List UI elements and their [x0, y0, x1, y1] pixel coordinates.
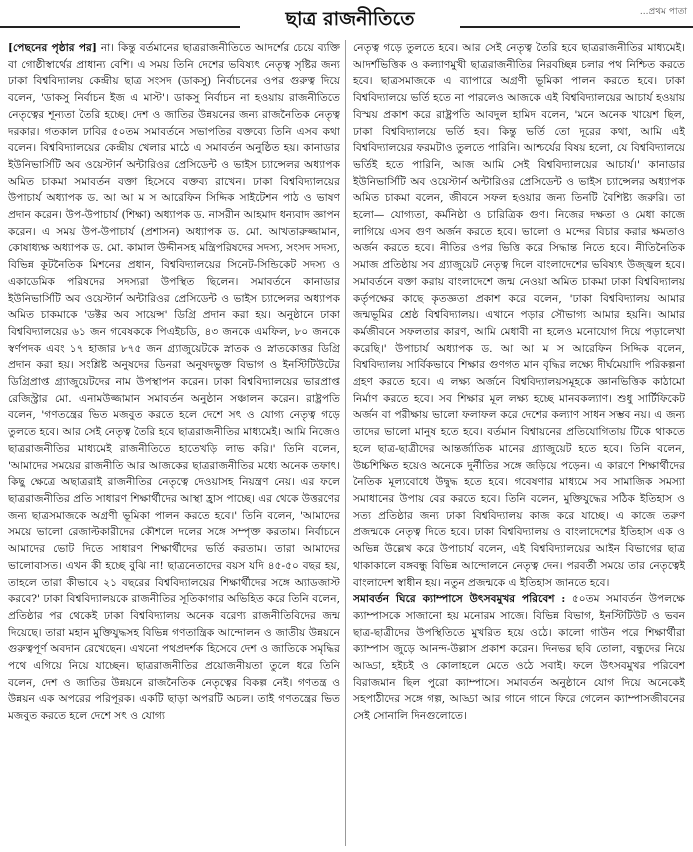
left-column-body	[8, 40, 340, 725]
left-column	[8, 40, 340, 846]
column-divider	[345, 40, 346, 846]
article-title: ছাত্র রাজনীতিতে	[240, 6, 460, 32]
corner-text: ...প্ৰথম পাতা	[639, 7, 687, 17]
right-column	[353, 40, 685, 846]
previous-page-label: [পেছনের পৃষ্ঠার পর]	[8, 42, 97, 54]
right-column-text-2: ৫০তম সমাবর্তন উপলক্ষে ক্যাম্পাসকে সাজানো হয় মনোরম সাজে। বিভিন্ন বিভাগ, ইনস্টিটিউট ও ভবন ছাত্র-ছাত্রীদের উপস্থিতিতে মুখরিত হয়ে ওঠে। কালো গাউন পরে শিক্ষার্থীরা ক্যাম্পাস জুড়ে আনন্দ-উল্লাস প্রকাশ করেন। দিনভর ছবি তোলা, বন্ধুদের নিয়ে আড্ডা, হইচই ও কোলাহলে মেতে ওঠে সবাই। ফলে উৎসবমুখর পরিবেশ বিরাজমান ছিল পুরো ক্যাম্পাসে। সমাবর্তন অনুষ্ঠানে যোগ দিয়ে অনেকেই সহপাঠীদের সঙ্গে গল্প, আড্ডা আর গানে গানে ফিরে গেলেন ক্যাম্পাসজীবনের সেই সোনালি দিনগুলোতে।	[353, 593, 685, 723]
left-column-text: না। কিন্তু বর্তমানের ছাত্ররাজনীতিতে আদর্শের চেয়ে ব্যক্তি বা গোষ্ঠীস্বার্থের প্রাধান্য বেশি। এ সময় তিনি দেশের ভবিষ্যৎ নেতৃত্ব সৃষ্টির জন্য ঢাকা বিশ্ববিদ্যালয় কেন্দ্রীয় ছাত্র সংসদ (ডাকসু) নির্বাচনের ওপর গুরুত্ব দিয়ে বলেন, 'ডাকসু নির্বাচন ইজ এ মাস্ট'। ডাকসু নির্বাচন না হওয়ায় রাজনীতিতে নেতৃত্বের শূন্যতা তৈরি হচ্ছে। দেশ ও জাতির উন্নয়নের জন্য রাজনৈতিক নেতৃত্ব দরকার। গতকাল ঢাবির ৫০তম সমাবর্তনে সভাপতির বক্তব্যে তিনি এসব কথা বলেন। বিশ্ববিদ্যালয়ের কেন্দ্রীয় খেলার মাঠে এ সমাবর্তন অনুষ্ঠিত হয়। কানাডার ইউনিভার্সিটি অব ওয়েস্টার্ন অন্টারিওর প্রেসিডেন্ট ও ভাইস চ্যান্সেলর অধ্যাপক অমিত চাকমা সমাবর্তন বক্তা হিসেবে বক্তব্য রাখেন। ঢাকা বিশ্ববিদ্যালয়ের উপাচার্য অধ্যাপক ড. আ আ ম স আরেফিন সিদ্দিক সাইটেশন পাঠ ও ভাষণ প্রদান করেন। উপ-উপাচার্য (শিক্ষা) অধ্যাপক ড. নাসরীন আহমাদ ধন্যবাদ জ্ঞাপন করেন। এ সময় উপ-উপাচার্য (প্রশাসন) অধ্যাপক ড. মো. আখতারুজ্জামান, কোষাধ্যক্ষ অধ্যাপক ড. মো. কামাল উদ্দীনসহ মন্ত্রিপরিষদের সদস্য, সংসদ সদস্য, বিভিন্ন কূটনৈতিক মিশনের প্রধান, বিশ্ববিদ্যালয়ের সিনেট-সিন্ডিকেট সদস্য ও একাডেমিক পরিষদের সদস্যরা উপস্থিত ছিলেন। সমাবর্তনে কানাডার ইউনিভার্সিটি অব ওয়েস্টার্ন অন্টারিওর প্রেসিডেন্ট ও ভাইস চ্যান্সেলর অধ্যাপক অমিত চাকমাকে 'ডক্টর অব সায়েন্স' ডিগ্রি প্রদান করা হয়। অনুষ্ঠানে ঢাকা বিশ্ববিদ্যালয়ের ৬১ জন গবেষককে পিএইচডি, ৪৩ জনকে এমফিল, ৮০ জনকে স্বর্ণপদক এবং ১৭ হাজার ৮৭৫ জন গ্র্যাজুয়েটকে স্নাতক ও স্নাতকোত্তর ডিগ্রি প্রদান করা হয়। সংশ্লিষ্ট অনুষদের ডিনরা অনুষদভুক্ত বিভাগ ও ইনস্টিটিউটের ডিগ্রিপ্রাপ্ত গ্র্যাজুয়েটদের নাম উপস্থাপন করেন। ঢাকা বিশ্ববিদ্যালয়ের ভারপ্রাপ্ত রেজিস্ট্রার মো. এনামউজ্জামান সমাবর্তন অনুষ্ঠান সঞ্চালন করেন। রাষ্ট্রপতি বলেন, 'গণতন্ত্রের ভিত মজবুত করতে হলে দেশে সৎ ও যোগ্য নেতৃত্ব গড়ে তুলতে হবে। আর সেই নেতৃত্ব তৈরি হবে ছাত্ররাজনীতির মাধ্যমেই। আমি নিজেও ছাত্ররাজনীতির মাধ্যমেই রাজনীতিতে হাতেখড়ি লাভ করি।' তিনি বলেন, 'আমাদের সময়ের রাজনীতি আর আজকের ছাত্ররাজনীতির মধ্যে অনেক তফাৎ। কিছু ক্ষেত্রে অছাত্ররাই রাজনীতির নেতৃত্বে দেওয়াসহ নিয়ন্ত্রণ নেয়। এর ফলে ছাত্ররাজনীতির প্রতি সাধারণ শিক্ষার্থীদের আস্থা হ্রাস পাচ্ছে। এর থেকে উত্তরণের জন্য ছাত্রসমাজকে অগ্রণী ভূমিকা পালন করতে হবে।' তিনি বলেন, 'আমাদের সময়ে ভালো রেজাল্টকারীদের কৌশলে দলের সঙ্গে সম্পৃক্ত করতাম। নির্বাচনে আমাদের ভোট দিতে সাধারণ শিক্ষার্থীদের ভর্তি করতাম। তারা আমাদের ভালোবাসত। এখন কী হচ্ছে বুঝি না! ছাত্রনেতাদের বয়স যদি ৪৫-৫০ বছর হয়, তাহলে তারা কীভাবে ২১ বছরের বিশ্ববিদ্যালয়ের শিক্ষার্থীদের সঙ্গে অ্যাডজাস্ট করবে?' ঢাকা বিশ্ববিদ্যালয়কে রাজনীতির সূতিকাগার অভিহিত করে তিনি বলেন, প্রতিষ্ঠার পর থেকেই ঢাকা বিশ্ববিদ্যালয় অনেক বরেণ্য রাজনীতিবিদের জন্ম দিয়েছে। তারা মহান মুক্তিযুদ্ধসহ বিভিন্ন গণতান্ত্রিক আন্দোলন ও জাতীয় উন্নয়নে গুরুত্বপূর্ণ অবদান রেখেছেন। এখনো পথপ্রদর্শক হিসেবে দেশ ও জাতিকে সমৃদ্ধির পথে এগিয়ে নিয়ে যাচ্ছেন। ছাত্ররাজনীতির প্রয়োজনীয়তা তুলে ধরে তিনি বলেন, দেশ ও জাতির উন্নয়নে রাজনৈতিক নেতৃত্বের বিকল্প নেই। গণতন্ত্র ও উন্নয়ন এক অপরের পরিপূরক। একটি ছাড়া অপরটি অচল। তাই গণতন্ত্রের ভিত মজবুত করতে হলে দেশে সৎ ও যোগ্য	[8, 42, 340, 723]
section-subhead: সমাবর্তন ঘিরে ক্যাম্পাসে উৎসবমুখর পরিবেশ :	[353, 593, 566, 606]
right-column-text-1: নেতৃত্ব গড়ে তুলতে হবে। আর সেই নেতৃত্ব তৈরি হবে ছাত্ররাজনীতির মাধ্যমেই। আদর্শভিত্তিক ও কল্যাণমুখী ছাত্ররাজনীতির নিরবচ্ছিন্ন চলার পথ নিশ্চিত করতে হবে। ছাত্রসমাজকে এ ব্যাপারে অগ্রণী ভূমিকা পালন করতে হবে। ঢাকা বিশ্ববিদ্যালয়ে ভর্তি হতে না পারলেও আজকে এই বিশ্ববিদ্যালয়ের আচার্য হওয়ায় বিস্ময় প্রকাশ করে রাষ্ট্রপতি আবদুল হামিদ বলেন, 'মনে অনেক খায়েশ ছিল, ঢাকা বিশ্ববিদ্যালয়ে ভর্তি হব। কিন্তু ভর্তি তো দূরের কথা, আমি এই বিশ্ববিদ্যালয়ের ফরমটাও তুলতে পারিনি। আশ্চর্যের বিষয় হলো, যে বিশ্ববিদ্যালয়ে ভর্তিই হতে পারিনি, আজ আমি সেই বিশ্ববিদ্যালয়ের আচার্য।' কানাডার ইউনিভার্সিটি অব ওয়েস্টার্ন অন্টারিওর প্রেসিডেন্ট ও ভাইস চ্যান্সেলর অধ্যাপক অমিত চাকমা বলেন, জীবনে সফল হওয়ার জন্য তিনটি বৈশিষ্ট্য জরুরি। তা হলো— যোগ্যতা, কর্মনিষ্ঠা ও চারিত্রিক গুণ। নিজের দক্ষতা ও মেধা কাজে লাগিয়ে এসব গুণ অর্জন করতে হবে। ভালো ও মন্দের বিচার করার ক্ষমতাও অর্জন করতে হবে। নীতির ওপর ভিত্তি করে সিদ্ধান্ত নিতে হবে। নীতিনৈতিক সমাজ প্রতিষ্ঠায় সব গ্র্যাজুয়েট নেতৃত্ব দিলে বাংলাদেশের ভবিষ্যৎ উজ্জ্বল হবে। সমাবর্তনে বক্তা করায় বাংলাদেশে জন্ম নেওয়া অমিত চাকমা ঢাকা বিশ্ববিদ্যালয় কর্তৃপক্ষের কাছে কৃতজ্ঞতা প্রকাশ করে বলেন, 'ঢাকা বিশ্ববিদ্যালয় আমার জন্মভূমির শ্রেষ্ঠ বিশ্ববিদ্যালয়। এখানে পড়ার সৌভাগ্য আমার হয়নি। আমার কর্মজীবনে সফলতার কারণ, আমি মেধাবী না হলেও মনোযোগ দিয়ে পড়ালেখা করেছি।' উপাচার্য অধ্যাপক ড. আ আ ম স আরেফিন সিদ্দিক বলেন, বিশ্ববিদ্যালয় সার্বিকভাবে শিক্ষার গুণগত মান বৃদ্ধির লক্ষ্যে দীর্ঘমেয়াদি পরিকল্পনা গ্রহণ করতে হবে। এ লক্ষ্য অর্জনে বিশ্ববিদ্যালয়সমূহকে জ্ঞানভিত্তিক কাঠামো নির্মাণ করতে হবে। সব শিক্ষার মূল লক্ষ্য হচ্ছে মানবকল্যাণ। শুধু সার্টিফিকেট অর্জন বা পরীক্ষায় ভালো ফলাফল করে দেশের কল্যাণ সাধন সম্ভব নয়। এ জন্য তাদের ভালো মানুষ হতে হবে। বর্তমান বিশ্বায়নের প্রতিযোগিতায় টিকে থাকতে হলে ছাত্র-ছাত্রীদের আন্তর্জাতিক মানের গ্র্যাজুয়েট হতে হবে। তিনি বলেন, উচ্চশিক্ষিত হয়েও অনেকে দুর্নীতির সঙ্গে জড়িয়ে পড়েন। এ কারণে শিক্ষার্থীদের নৈতিক মূল্যবোধে উদ্বুদ্ধ হতে হবে। গবেষণার মাধ্যমে সব সামাজিক সমস্যা সমাধানের উপায় বের করতে হবে। তিনি বলেন, মুক্তিযুদ্ধের সঠিক ইতিহাস ও সত্য প্রতিষ্ঠার জন্য ঢাকা বিশ্ববিদ্যালয় কাজ করে যাচ্ছে। এ কাজে তরুণ প্রজন্মকে নেতৃত্ব দিতে হবে। ঢাকা বিশ্ববিদ্যালয় ও বাংলাদেশের ইতিহাস এক ও অভিন্ন উল্লেখ করে উপাচার্য বলেন, এই বিশ্ববিদ্যালয়ের আইন বিভাগের ছাত্র থাকাকালে বঙ্গবন্ধু বিভিন্ন আন্দোলনে নেতৃত্ব দেন। পরবর্তী সময়ে তার নেতৃত্বেই বাংলাদেশ স্বাধীন হয়। নতুন প্রজন্মকে এ ইতিহাস জানতে হবে।	[353, 42, 685, 589]
right-column-section	[353, 591, 685, 725]
